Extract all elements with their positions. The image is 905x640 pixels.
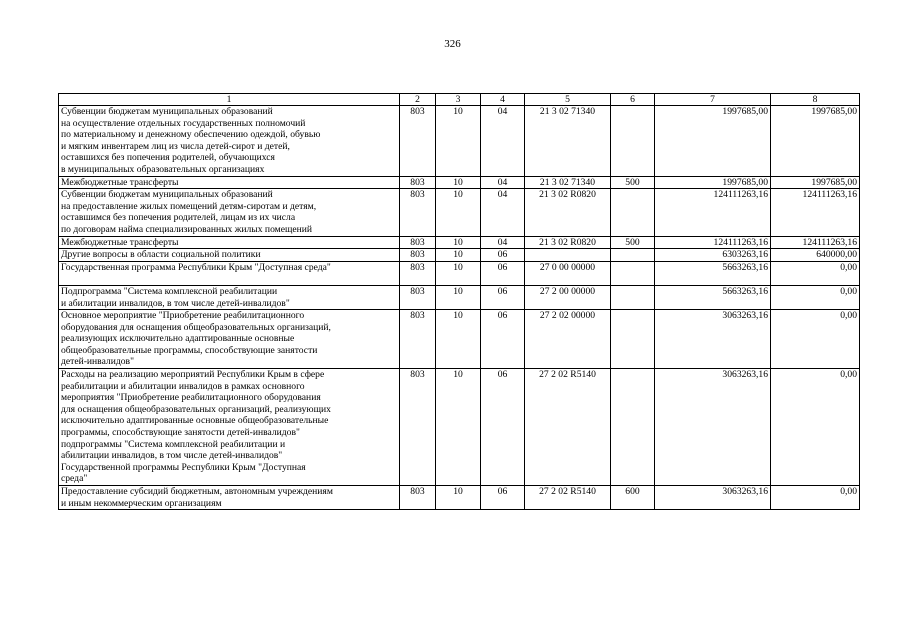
target-article-code: 21 3 02 R0820 xyxy=(525,236,611,249)
amount-2019: 5663263,16 xyxy=(655,261,771,285)
row-description xyxy=(59,369,400,486)
description-line: Межбюджетные трансферты xyxy=(61,176,179,188)
ministry-code: 803 xyxy=(400,176,436,189)
target-article-code: 27 2 02 00000 xyxy=(525,310,611,369)
description-line: программы, способствующие занятости детей-инвалидов" xyxy=(61,427,300,439)
description-line: общеобразовательные программы, способствующие занятости xyxy=(61,344,318,356)
amount-2019: 1997685,00 xyxy=(655,106,771,177)
subsection-code: 04 xyxy=(481,236,525,249)
subsection-code: 06 xyxy=(481,249,525,262)
row-description xyxy=(59,176,400,189)
section-code: 10 xyxy=(436,106,481,177)
description-line: детей-инвалидов" xyxy=(61,356,134,368)
table-row xyxy=(59,369,860,486)
table-body xyxy=(59,106,860,510)
section-code: 10 xyxy=(436,249,481,262)
subsection-code: 06 xyxy=(481,310,525,369)
description-line: на предоставление жилых помещений детям-сиротам и детям, xyxy=(61,200,317,212)
ministry-code: 803 xyxy=(400,285,436,309)
section-code: 10 xyxy=(436,236,481,249)
description-line: оборудования для оснащения общеобразовательных организаций, xyxy=(61,321,331,333)
target-article-code: 27 2 02 R5140 xyxy=(525,486,611,510)
expense-type-code xyxy=(611,189,655,236)
section-code: 10 xyxy=(436,486,481,510)
row-description xyxy=(59,106,400,177)
expense-type-code xyxy=(611,310,655,369)
budget-table xyxy=(58,93,860,510)
description-line xyxy=(61,273,397,285)
amount-2019: 3063263,16 xyxy=(655,486,771,510)
section-code: 10 xyxy=(436,369,481,486)
amount-2020: 1997685,00 xyxy=(771,106,860,177)
amount-2020: 0,00 xyxy=(771,285,860,309)
amount-2019: 124111263,16 xyxy=(655,236,771,249)
amount-2019: 124111263,16 xyxy=(655,189,771,236)
description-line: оставшимся без попечения родителей, лицам из их числа xyxy=(61,212,296,224)
table-row xyxy=(59,285,860,309)
table-row xyxy=(59,249,860,262)
target-article-code: 27 0 00 00000 xyxy=(525,261,611,285)
description-line: Другие вопросы в области социальной политики xyxy=(61,249,261,261)
row-description xyxy=(59,249,400,262)
amount-2020: 0,00 xyxy=(771,369,860,486)
expense-type-code xyxy=(611,261,655,285)
ministry-code: 803 xyxy=(400,249,436,262)
table-row xyxy=(59,236,860,249)
ministry-code: 803 xyxy=(400,310,436,369)
section-code: 10 xyxy=(436,176,481,189)
target-article-code xyxy=(525,249,611,262)
amount-2020: 124111263,16 xyxy=(771,236,860,249)
amount-2020: 0,00 xyxy=(771,310,860,369)
ministry-code: 803 xyxy=(400,106,436,177)
description-line: по материальному и денежному обеспечению одеждой, обувью xyxy=(61,129,321,141)
description-line: на осуществление отдельных государственных полномочий xyxy=(61,117,306,129)
table-row xyxy=(59,176,860,189)
description-line: мероприятия "Приобретение реабилитационного оборудования xyxy=(61,392,321,404)
expense-type-code xyxy=(611,285,655,309)
column-header: 4 xyxy=(481,94,525,106)
description-line: Предоставление субсидий бюджетным, автономным учреждениям xyxy=(61,486,333,497)
amount-2019: 3063263,16 xyxy=(655,310,771,369)
amount-2020: 124111263,16 xyxy=(771,189,860,236)
amount-2019: 5663263,16 xyxy=(655,285,771,309)
column-header: 3 xyxy=(436,94,481,106)
ministry-code: 803 xyxy=(400,486,436,510)
subsection-code: 04 xyxy=(481,176,525,189)
target-article-code: 27 2 02 R5140 xyxy=(525,369,611,486)
row-description xyxy=(59,236,400,249)
description-line: в муниципальных образовательных организациях xyxy=(61,163,265,175)
description-line: абилитации инвалидов, в том числе детей-инвалидов" xyxy=(61,450,283,462)
column-header: 1 xyxy=(59,94,400,106)
ministry-code: 803 xyxy=(400,369,436,486)
column-header: 6 xyxy=(611,94,655,106)
amount-2020: 0,00 xyxy=(771,261,860,285)
amount-2020: 640000,00 xyxy=(771,249,860,262)
expense-type-code xyxy=(611,249,655,262)
row-description xyxy=(59,486,400,510)
column-header: 7 xyxy=(655,94,771,106)
description-line: и иным некоммерческим организациям xyxy=(61,497,222,509)
column-header: 2 xyxy=(400,94,436,106)
subsection-code: 06 xyxy=(481,486,525,510)
description-line: и абилитации инвалидов, в том числе детей-инвалидов" xyxy=(61,297,290,309)
row-description xyxy=(59,310,400,369)
table-row xyxy=(59,189,860,236)
description-line: Основное мероприятие "Приобретение реабилитационного xyxy=(61,310,305,322)
description-line: реализующих исключительно адаптированные основные xyxy=(61,333,295,345)
expense-type-code xyxy=(611,106,655,177)
target-article-code: 21 3 02 71340 xyxy=(525,176,611,189)
description-line: Государственная программа Республики Крым "Доступная среда" xyxy=(61,261,331,273)
ministry-code: 803 xyxy=(400,236,436,249)
section-code: 10 xyxy=(436,310,481,369)
subsection-code: 06 xyxy=(481,261,525,285)
description-line: Государственной программы Республики Крым "Доступная xyxy=(61,461,306,473)
description-line: Субвенции бюджетам муниципальных образований xyxy=(61,106,273,117)
table-row xyxy=(59,261,860,285)
column-header: 8 xyxy=(771,94,860,106)
description-line: для оснащения общеобразовательных организаций, реализующих xyxy=(61,403,331,415)
description-line: исключительно адаптированные основные общеобразовательные xyxy=(61,415,329,427)
subsection-code: 06 xyxy=(481,285,525,309)
section-code: 10 xyxy=(436,285,481,309)
amount-2019: 6303263,16 xyxy=(655,249,771,262)
subsection-code: 04 xyxy=(481,106,525,177)
description-line: Подпрограмма "Система комплексной реабилитации xyxy=(61,285,278,297)
target-article-code: 27 2 00 00000 xyxy=(525,285,611,309)
expense-type-code xyxy=(611,369,655,486)
description-line: реабилитации и абилитации инвалидов в рамках основного xyxy=(61,380,305,392)
table-row xyxy=(59,310,860,369)
description-line: по договорам найма специализированных жилых помещений xyxy=(61,223,313,235)
description-line: среда" xyxy=(61,473,88,485)
subsection-code: 04 xyxy=(481,189,525,236)
section-code: 10 xyxy=(436,261,481,285)
row-description xyxy=(59,189,400,236)
section-code: 10 xyxy=(436,189,481,236)
description-line: подпрограммы "Система комплексной реабилитации и xyxy=(61,438,286,450)
description-line: Межбюджетные трансферты xyxy=(61,236,179,248)
expense-type-code: 500 xyxy=(611,236,655,249)
amount-2020: 0,00 xyxy=(771,486,860,510)
header-row xyxy=(59,94,860,106)
subsection-code: 06 xyxy=(481,369,525,486)
page-number: 326 xyxy=(444,38,461,50)
ministry-code: 803 xyxy=(400,189,436,236)
description-line: Расходы на реализацию мероприятий Республики Крым в сфере xyxy=(61,369,325,381)
row-description xyxy=(59,261,400,285)
ministry-code: 803 xyxy=(400,261,436,285)
row-description xyxy=(59,285,400,309)
description-line: Субвенции бюджетам муниципальных образований xyxy=(61,189,273,201)
column-header: 5 xyxy=(525,94,611,106)
expense-type-code: 600 xyxy=(611,486,655,510)
expense-type-code: 500 xyxy=(611,176,655,189)
amount-2019: 3063263,16 xyxy=(655,369,771,486)
description-line: оставшихся без попечения родителей, обучающихся xyxy=(61,152,275,164)
table-row xyxy=(59,486,860,510)
description-line: и мягким инвентарем лиц из числа детей-сирот и детей, xyxy=(61,140,290,152)
amount-2019: 1997685,00 xyxy=(655,176,771,189)
target-article-code: 21 3 02 R0820 xyxy=(525,189,611,236)
table-row xyxy=(59,106,860,177)
amount-2020: 1997685,00 xyxy=(771,176,860,189)
target-article-code: 21 3 02 71340 xyxy=(525,106,611,177)
